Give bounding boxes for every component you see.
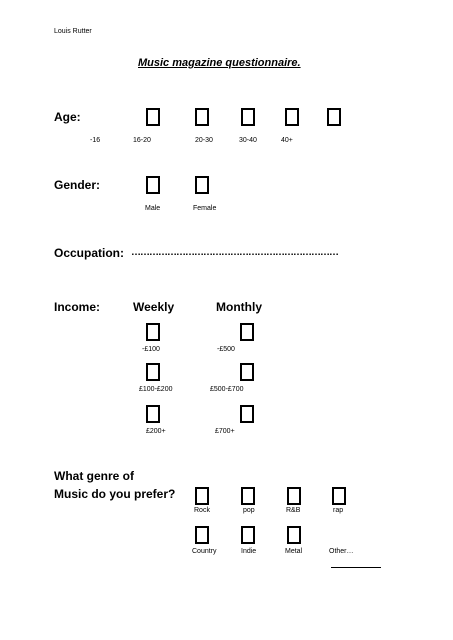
income-monthly-option-label: -£500 [217, 346, 235, 353]
genre-checkbox-rnb[interactable] [287, 487, 301, 505]
genre-checkbox-rock[interactable] [195, 487, 209, 505]
age-checkbox-20-30[interactable] [241, 108, 255, 126]
age-option-label: 16-20 [133, 137, 151, 144]
genre-question-line2: Music do you prefer? [54, 487, 176, 501]
genre-question-line1: What genre of [54, 469, 134, 483]
income-weekly-checkbox-100-200[interactable] [146, 363, 160, 381]
income-monthly-option-label: £500-£700 [210, 386, 244, 393]
gender-label: Gender: [54, 178, 101, 192]
occupation-label: Occupation: [54, 246, 125, 260]
income-monthly-checkbox-under-500[interactable] [240, 323, 254, 341]
genre-option-label: Indie [241, 548, 257, 555]
gender-checkbox-female[interactable] [195, 176, 209, 194]
income-monthly-checkbox-500-700[interactable] [240, 363, 254, 381]
age-label: Age: [54, 110, 81, 124]
genre-checkbox-indie[interactable] [241, 526, 255, 544]
age-option-label: 40+ [281, 137, 293, 144]
genre-option-label: pop [243, 507, 255, 514]
income-weekly-checkbox-under-100[interactable] [146, 323, 160, 341]
age-option-label: 30-40 [239, 137, 257, 144]
income-monthly-checkbox-700-plus[interactable] [240, 405, 254, 423]
genre-option-label: rap [333, 507, 344, 514]
page-title: Music magazine questionnaire. [138, 57, 301, 69]
genre-checkbox-country[interactable] [195, 526, 209, 544]
income-monthly-heading: Monthly [216, 300, 262, 314]
age-checkbox-30-40[interactable] [285, 108, 299, 126]
income-monthly-option-label: £700+ [215, 428, 235, 435]
income-weekly-heading: Weekly [133, 300, 175, 314]
income-weekly-checkbox-200-plus[interactable] [146, 405, 160, 423]
genre-option-label: Rock [194, 507, 210, 514]
age-option-label: 20-30 [195, 137, 213, 144]
author-name: Louis Rutter [54, 28, 92, 35]
genre-option-label: Country [192, 548, 217, 555]
genre-option-label: Metal [285, 548, 303, 555]
age-checkbox-under-16[interactable] [146, 108, 160, 126]
genre-checkbox-metal[interactable] [287, 526, 301, 544]
genre-checkbox-pop[interactable] [241, 487, 255, 505]
gender-checkbox-male[interactable] [146, 176, 160, 194]
occupation-input-line[interactable]: …………………………………………………………… [131, 247, 338, 258]
age-checkbox-40-plus[interactable] [327, 108, 341, 126]
gender-option-label: Male [145, 205, 161, 212]
genre-option-label: R&B [286, 507, 301, 514]
income-label: Income: [54, 300, 101, 314]
age-checkbox-16-20[interactable] [195, 108, 209, 126]
income-weekly-option-label: £100-£200 [139, 386, 173, 393]
income-weekly-option-label: £200+ [146, 428, 166, 435]
gender-option-label: Female [193, 205, 217, 212]
income-weekly-option-label: -£100 [142, 346, 160, 353]
genre-option-label: Other… [329, 548, 354, 555]
age-option-label: -16 [90, 137, 101, 144]
genre-checkbox-rap[interactable] [332, 487, 346, 505]
other-genre-input-line[interactable] [331, 567, 381, 568]
